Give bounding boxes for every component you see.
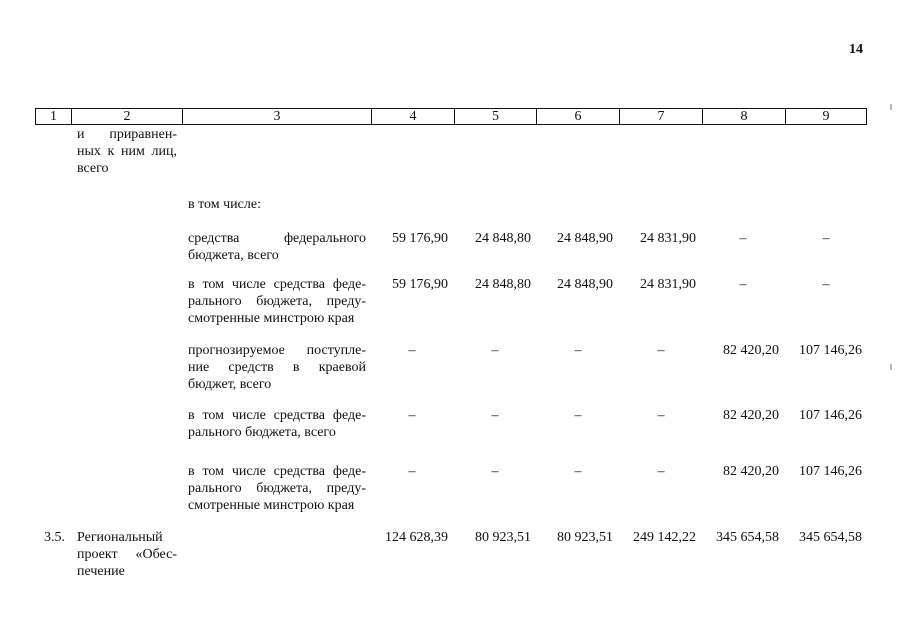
value-col4: – [408,343,416,358]
value-col8: – [739,277,747,292]
value-col7: 24 831,90 [640,231,696,246]
description-line: в том числе средства феде- [188,408,366,423]
description-line: смотренные минстрою края [188,498,355,513]
value-col9: 345 654,58 [799,530,862,545]
value-col6: 24 848,90 [557,277,613,292]
value-col6: 80 923,51 [557,530,613,545]
value-col7: 249 142,22 [633,530,696,545]
value-col9: 107 146,26 [799,343,862,358]
value-col6: 24 848,90 [557,231,613,246]
description-line: прогнозируемое поступле- [188,343,366,358]
value-col9: – [822,277,830,292]
project-row-name [77,529,177,580]
row-description [188,342,366,393]
continuation-line: ных к ним лиц, [77,144,177,159]
project-name-line: печение [77,564,125,579]
row-description [188,407,366,441]
value-col4: 59 176,90 [392,231,448,246]
value-col7: 24 831,90 [640,277,696,292]
value-col7: – [657,343,665,358]
value-col5: 24 848,80 [475,231,531,246]
project-name-line: проект «Обес- [77,547,177,562]
row-description [188,230,366,264]
header-col-8: 8 [703,109,786,125]
value-col4: – [408,408,416,423]
value-col5: – [491,408,499,423]
description-line: рального бюджета, всего [188,425,336,440]
value-col6: – [574,464,582,479]
description-line: бюджет, всего [188,377,272,392]
value-col4: 59 176,90 [392,277,448,292]
row-description [188,463,366,514]
scan-speck [890,104,892,110]
value-col5: 24 848,80 [475,277,531,292]
continuation-col2 [77,126,177,177]
description-line: средства федерального [188,231,366,246]
value-col4: – [408,464,416,479]
value-col5: 80 923,51 [475,530,531,545]
header-col-9: 9 [786,109,867,125]
continuation-line: всего [77,161,109,176]
value-col8: – [739,231,747,246]
project-name-line: Региональный [77,530,163,545]
description-line: бюджета, всего [188,248,279,263]
row-description [188,276,366,327]
page-number: 14 [849,42,863,57]
continuation-line: и приравнен- [77,127,177,142]
value-col8: 345 654,58 [716,530,779,545]
scan-speck [890,364,892,370]
description-line: ние средств в краевой [188,360,366,375]
value-col8: 82 420,20 [723,464,779,479]
value-col8: 82 420,20 [723,408,779,423]
value-col4: 124 628,39 [385,530,448,545]
header-col-5: 5 [455,109,537,125]
header-col-1: 1 [36,109,72,125]
value-col6: – [574,408,582,423]
header-col-2: 2 [72,109,183,125]
description-line: в том числе средства феде- [188,464,366,479]
value-col9: 107 146,26 [799,464,862,479]
description-line: в том числе: [188,197,261,212]
header-col-4: 4 [372,109,455,125]
description-line: смотренные минстрою края [188,311,355,326]
value-col6: – [574,343,582,358]
row-description [188,196,366,213]
value-col9: – [822,231,830,246]
value-col7: – [657,408,665,423]
value-col9: 107 146,26 [799,408,862,423]
value-col5: – [491,343,499,358]
header-col-7: 7 [620,109,703,125]
description-line: в том числе средства феде- [188,277,366,292]
value-col7: – [657,464,665,479]
description-line: рального бюджета, преду- [188,294,366,309]
header-col-3: 3 [183,109,372,125]
value-col8: 82 420,20 [723,343,779,358]
description-line: рального бюджета, преду- [188,481,366,496]
column-number-header [35,108,867,125]
value-col5: – [491,464,499,479]
header-col-6: 6 [537,109,620,125]
project-row-number: 3.5. [44,530,65,545]
